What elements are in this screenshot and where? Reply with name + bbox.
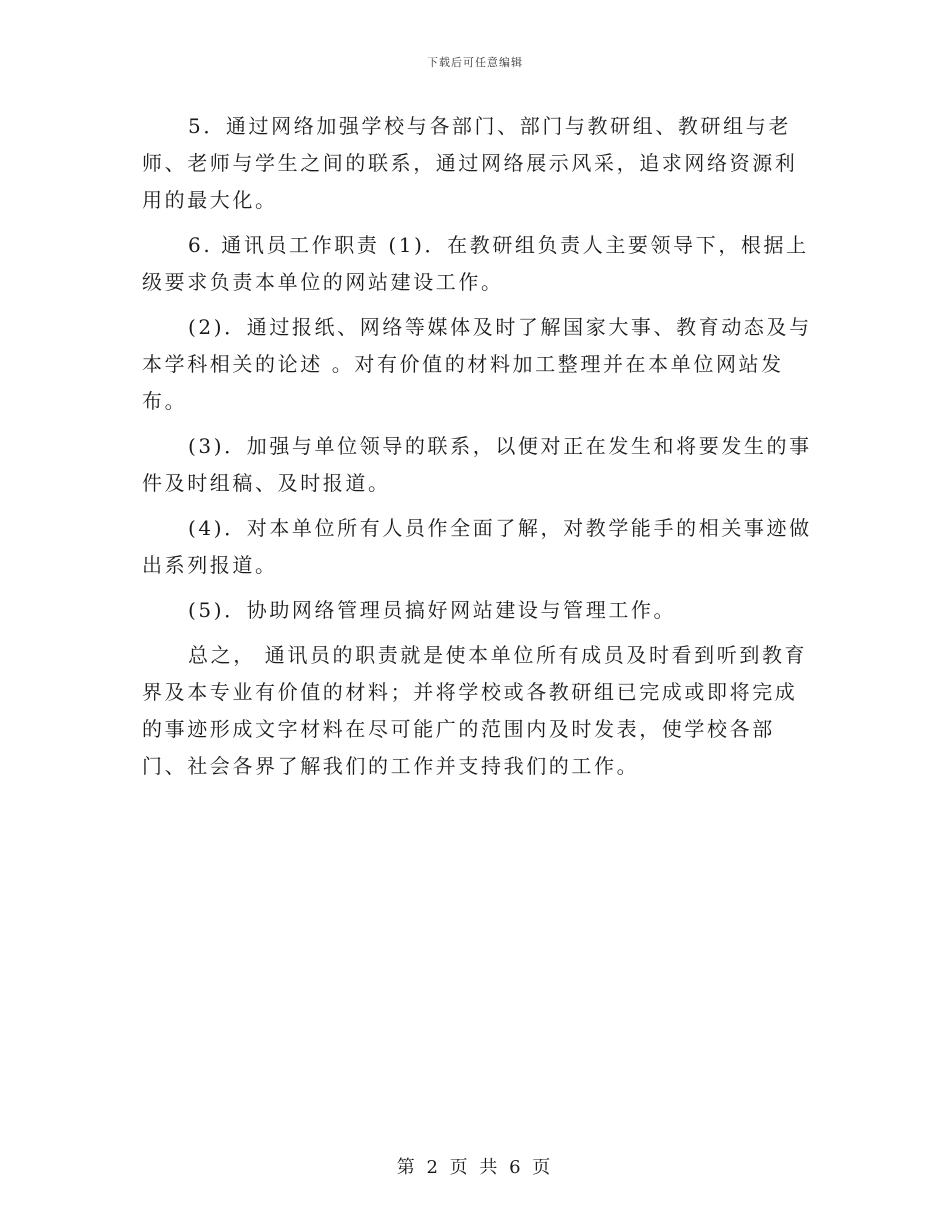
paragraph-summary: 总之， 通讯员的职责就是使本单位所有成员及时看到听到教育界及本专业有价值的材料；并将学校或各教研组已完成或即将完成的事迹形成文字材料在尽可能广的范围内及时发表，使学校各部门、社会各界了解我们的工作并支持我们的工作。 [142,643,808,778]
page-number: 第 2 页 共 6 页 [396,1157,554,1178]
paragraph-item-6: 6. 通讯员工作职责 (1)．在教研组负责人主要领导下，根据上级要求负责本单位的网站建设工作。 [142,233,809,294]
document-body [142,108,812,793]
page-header-note: 下载后可任意编辑 [427,56,523,69]
paragraph-item-5: 5．通过网络加强学校与各部门、部门与教研组、教研组与老师、老师与学生之间的联系，通过网络展示风采，追求网络资源利用的最大化。 [142,114,798,212]
paragraph-duty-2: (2)．通过报纸、网络等媒体及时了解国家大事、教育动态及与本学科相关的论述 。对有价值的材料加工整理并在本单位网站发布。 [142,315,812,413]
paragraph-duty-3: (3)．加强与单位领导的联系，以便对正在发生和将要发生的事件及时组稿、及时报道。 [142,434,812,495]
paragraph-duty-4: (4)．对本单位所有人员作全面了解，对教学能手的相关事迹做出系列报道。 [142,516,812,577]
paragraph-duty-5: (5)．协助网络管理员搞好网站建设与管理工作。 [188,598,677,622]
